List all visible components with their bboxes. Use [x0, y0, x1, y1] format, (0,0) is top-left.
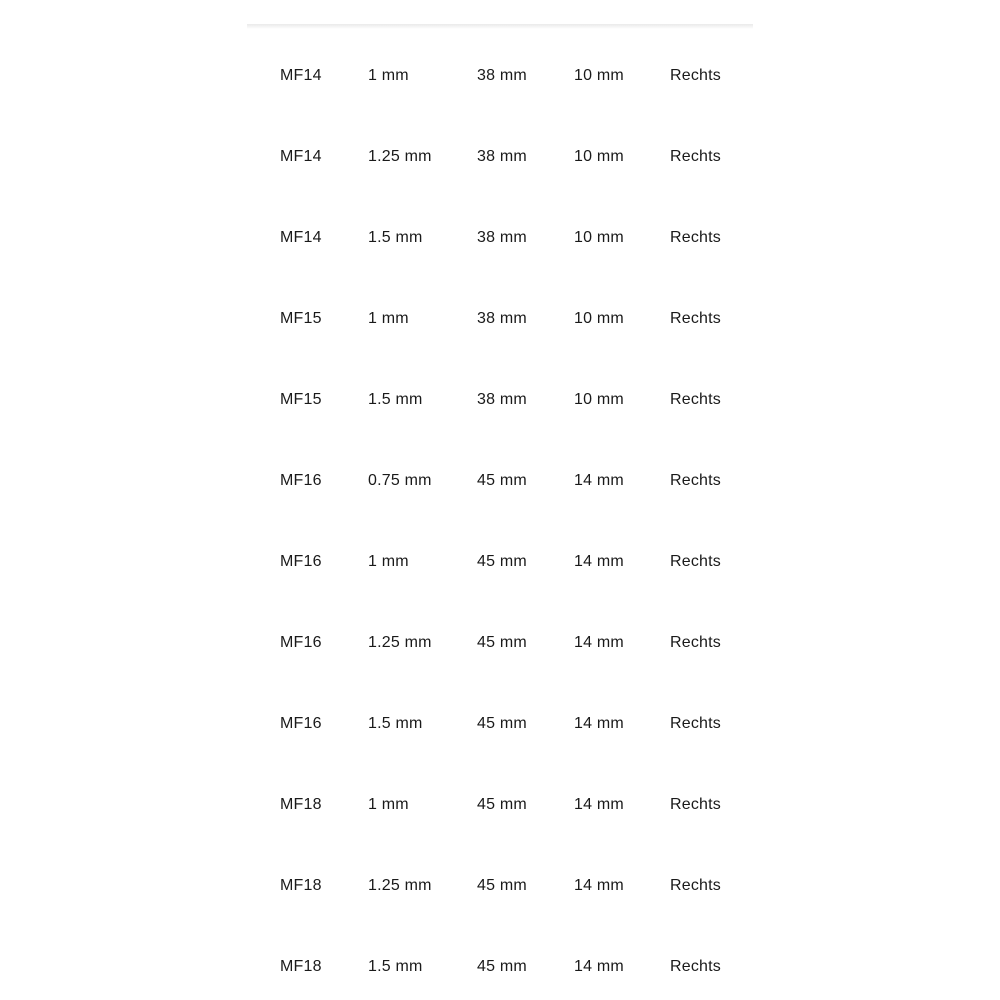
pitch-cell: 1.5 mm: [368, 229, 423, 246]
length-cell: 45 mm: [477, 553, 527, 570]
thread-length-cell: 10 mm: [574, 310, 624, 327]
size-cell: MF14: [280, 229, 322, 246]
length-cell: 38 mm: [477, 310, 527, 327]
table-row: [247, 35, 753, 116]
thread-length-cell: 10 mm: [574, 148, 624, 165]
direction-cell: Rechts: [670, 472, 721, 489]
thread-length-cell: 14 mm: [574, 715, 624, 732]
size-cell: MF15: [280, 391, 322, 408]
thread-length-cell: 10 mm: [574, 67, 624, 84]
direction-cell: Rechts: [670, 391, 721, 408]
table-row: [247, 359, 753, 440]
direction-cell: Rechts: [670, 148, 721, 165]
direction-cell: Rechts: [670, 877, 721, 894]
pitch-cell: 1 mm: [368, 310, 409, 327]
length-cell: 38 mm: [477, 391, 527, 408]
pitch-cell: 1 mm: [368, 67, 409, 84]
pitch-cell: 1.5 mm: [368, 958, 423, 975]
table-row: [247, 602, 753, 683]
direction-cell: Rechts: [670, 796, 721, 813]
table-body: [247, 35, 753, 1000]
table-row: [247, 197, 753, 278]
pitch-cell: 1.25 mm: [368, 877, 432, 894]
pitch-cell: 1 mm: [368, 796, 409, 813]
pitch-cell: 1.5 mm: [368, 715, 423, 732]
table-row: [247, 116, 753, 197]
length-cell: 45 mm: [477, 796, 527, 813]
direction-cell: Rechts: [670, 715, 721, 732]
table-row: [247, 521, 753, 602]
thread-length-cell: 14 mm: [574, 796, 624, 813]
length-cell: 45 mm: [477, 472, 527, 489]
size-cell: MF16: [280, 715, 322, 732]
table-row: [247, 926, 753, 1000]
thread-length-cell: 14 mm: [574, 634, 624, 651]
size-cell: MF14: [280, 67, 322, 84]
length-cell: 45 mm: [477, 958, 527, 975]
thread-length-cell: 10 mm: [574, 229, 624, 246]
length-cell: 38 mm: [477, 229, 527, 246]
direction-cell: Rechts: [670, 310, 721, 327]
table-row: [247, 683, 753, 764]
direction-cell: Rechts: [670, 67, 721, 84]
size-cell: MF18: [280, 958, 322, 975]
pitch-cell: 1.25 mm: [368, 634, 432, 651]
thread-length-cell: 14 mm: [574, 958, 624, 975]
length-cell: 45 mm: [477, 715, 527, 732]
table-row: [247, 764, 753, 845]
size-cell: MF16: [280, 634, 322, 651]
length-cell: 38 mm: [477, 148, 527, 165]
thread-length-cell: 10 mm: [574, 391, 624, 408]
table-row: [247, 440, 753, 521]
length-cell: 38 mm: [477, 67, 527, 84]
pitch-cell: 1.5 mm: [368, 391, 423, 408]
size-cell: MF18: [280, 796, 322, 813]
direction-cell: Rechts: [670, 229, 721, 246]
direction-cell: Rechts: [670, 958, 721, 975]
spec-table: [247, 0, 753, 1000]
length-cell: 45 mm: [477, 634, 527, 651]
size-cell: MF15: [280, 310, 322, 327]
size-cell: MF18: [280, 877, 322, 894]
thread-length-cell: 14 mm: [574, 877, 624, 894]
thread-length-cell: 14 mm: [574, 472, 624, 489]
pitch-cell: 1 mm: [368, 553, 409, 570]
size-cell: MF16: [280, 553, 322, 570]
pitch-cell: 1.25 mm: [368, 148, 432, 165]
direction-cell: Rechts: [670, 553, 721, 570]
table-row: [247, 845, 753, 926]
size-cell: MF14: [280, 148, 322, 165]
thread-length-cell: 14 mm: [574, 553, 624, 570]
size-cell: MF16: [280, 472, 322, 489]
table-header-divider: [247, 24, 753, 29]
pitch-cell: 0.75 mm: [368, 472, 432, 489]
table-row: [247, 278, 753, 359]
length-cell: 45 mm: [477, 877, 527, 894]
direction-cell: Rechts: [670, 634, 721, 651]
